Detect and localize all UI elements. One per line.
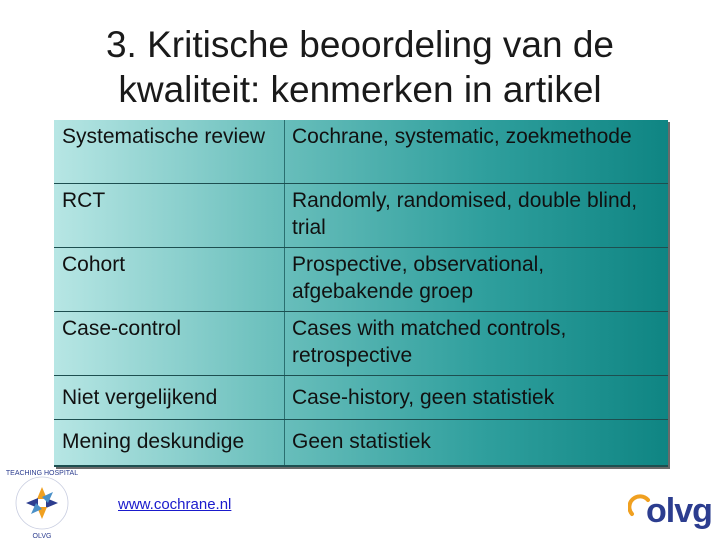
study-type-cell: RCT — [62, 189, 106, 212]
table-row — [54, 420, 668, 467]
svg-text:TEACHING HOSPITAL: TEACHING HOSPITAL — [5, 470, 79, 477]
title-line-2: kwaliteit: kenmerken in artikel — [118, 69, 602, 110]
features-cell: Geen statistiek — [292, 430, 431, 453]
table-row — [54, 120, 668, 184]
features-cell: Cochrane, systematic, zoekmethode — [292, 125, 632, 148]
features-cell: Case-history, geen statistiek — [292, 386, 555, 409]
table-row — [54, 248, 668, 312]
teaching-hospital-logo — [2, 466, 82, 540]
slide-title — [40, 22, 680, 112]
olvg-logo: olvg — [646, 492, 712, 530]
cochrane-link[interactable]: www.cochrane.nl — [118, 496, 232, 513]
table-row — [54, 376, 668, 420]
table-row — [54, 312, 668, 376]
study-type-cell: Niet vergelijkend — [62, 386, 218, 409]
study-type-cell: Mening deskundige — [62, 430, 245, 453]
title-line-1: 3. Kritische beoordeling van de — [105, 24, 615, 65]
study-design-table — [54, 120, 668, 467]
study-type-cell: Systematische review — [62, 125, 266, 148]
features-cell: Prospective, observational, afgebakende groep — [292, 253, 545, 303]
svg-text:OLVG: OLVG — [32, 533, 52, 540]
study-type-cell: Case-control — [62, 317, 182, 340]
features-cell: Randomly, randomised, double blind, trial — [292, 189, 638, 239]
study-type-cell: Cohort — [62, 253, 126, 276]
table-row — [54, 184, 668, 248]
features-cell: Cases with matched controls, retrospective — [292, 317, 567, 367]
